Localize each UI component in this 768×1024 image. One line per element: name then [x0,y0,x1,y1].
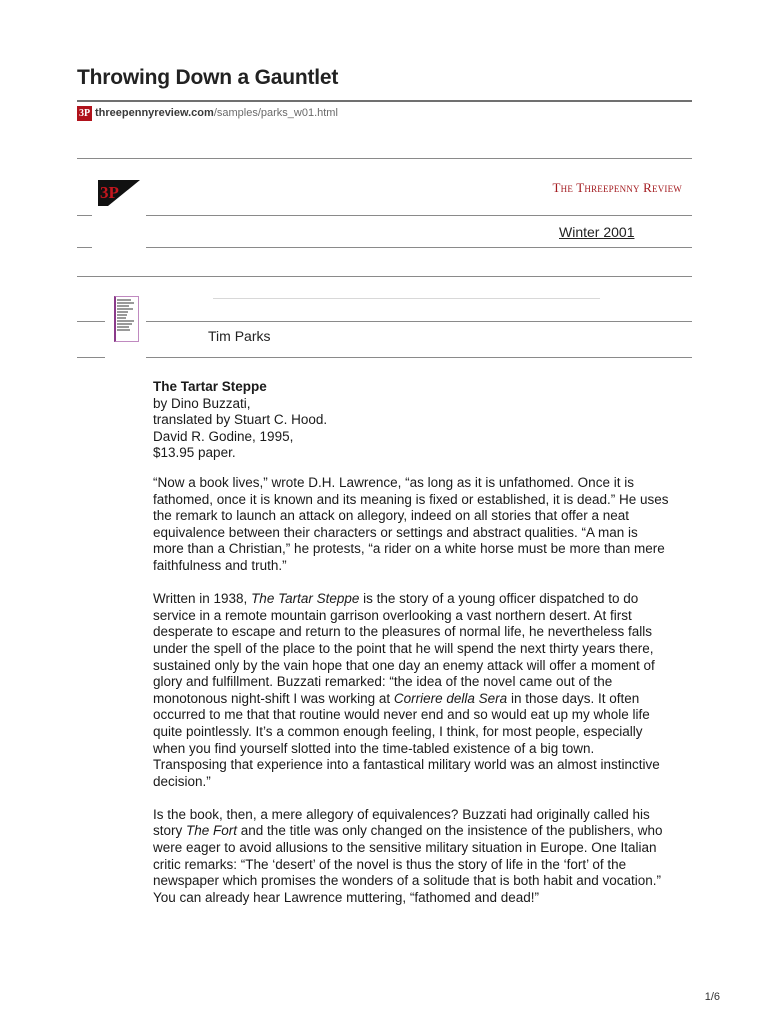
table-rule [77,321,105,322]
italic-title-text: The Fort [186,823,238,839]
sidebar-menu-thumbnail[interactable] [114,296,139,342]
table-rule [77,276,692,277]
source-url-row[interactable] [77,104,338,122]
title-divider [77,100,692,102]
table-rule [146,215,692,216]
article-paragraph [153,807,671,907]
table-rule [146,247,692,248]
table-rule-faint [213,298,600,299]
paragraph-text: “Now a book lives,” wrote D.H. Lawrence, “as long as it is unfathomed. Once it is fathomed, once it is known and its meaning is fixed or established, it is dead.” He uses the remark to launch an attack on allegory, indeed on all stories that offer a neat equivalence between their characters or settings and abstract qualities. “A man is more than a Christian,” he protests, “a rider on a white horse must be more than mere faithfulness and truth.” [153,475,669,573]
masthead[interactable]: The Threepenny Review [552,180,682,195]
table-rule [77,247,92,248]
italic-title-text: The Tartar Steppe [251,591,360,607]
source-domain[interactable]: threepennyreview.com [95,107,214,119]
paragraph-text: and the title was only changed on the insistence of the publishers, who were eager to avoid allusions to the sensitive military situation in Europe. One Italian critic remarks: “The ‘desert’ of the novel is thus the story of life in the ‘fort’ of the newspaper which promises the wonders of a solitude that is both habit and vocation.” You can already hear Lawrence muttering, “fathomed and dead!” [153,823,663,905]
paragraph-text: is the story of a young officer dispatched to do service in a remote mountain garrison overlooking a vast northern desert. At first desperate to escape and return to the pleasures of normal life, he nevertheless falls under the spell of the place to the point that he will spend the next thirty years there, sustained only by the vain hope that one day an enemy attack will offer a moment of glory and fulfillment. Buzzati remarked: “the idea of the novel came out of the monotonous night-shift I was working at [153,591,655,706]
paragraph-text: Is the book, then, a mere allegory of equivalences? Buzzati had originally called his story [153,806,650,839]
paragraph-text: Written in 1938, [153,591,252,607]
book-info [153,379,327,462]
source-path[interactable]: /samples/parks_w01.html [213,107,338,119]
article-author: Tim Parks [208,328,271,344]
book-author: by Dino Buzzati, [153,395,251,411]
table-rule [77,357,105,358]
article-paragraph [153,591,671,790]
italic-title-text: Corriere della Sera [393,690,508,706]
book-publisher: David R. Godine, 1995, [153,428,294,444]
page-indicator: 1/6 [704,991,720,1003]
table-rule [146,321,692,322]
book-translator: translated by Stuart C. Hood. [153,412,328,427]
threepenny-favicon-icon: 3P [78,107,91,119]
paragraph-text: in those days. It often occurred to me that that routine would never end and so would eat up my whole life quite pointlessly. It’s a common enough feeling, I think, for most people, especially when you find yourself slotted into the time-tabled existence of a big town. Transposing that experience into a fantastical military world was an almost instinctive decision.” [153,690,660,789]
table-rule [77,215,92,216]
book-price: $13.95 paper. [153,445,236,460]
document-title: Throwing Down a Gauntlet [77,66,339,89]
issue-link[interactable]: Winter 2001 [559,224,635,240]
logo-text: 3P [100,183,119,202]
threepenny-logo[interactable] [98,180,140,206]
table-rule [77,158,692,159]
book-title: The Tartar Steppe [153,379,267,394]
table-rule [146,357,692,358]
article-body [153,475,671,923]
article-paragraph [153,475,671,575]
